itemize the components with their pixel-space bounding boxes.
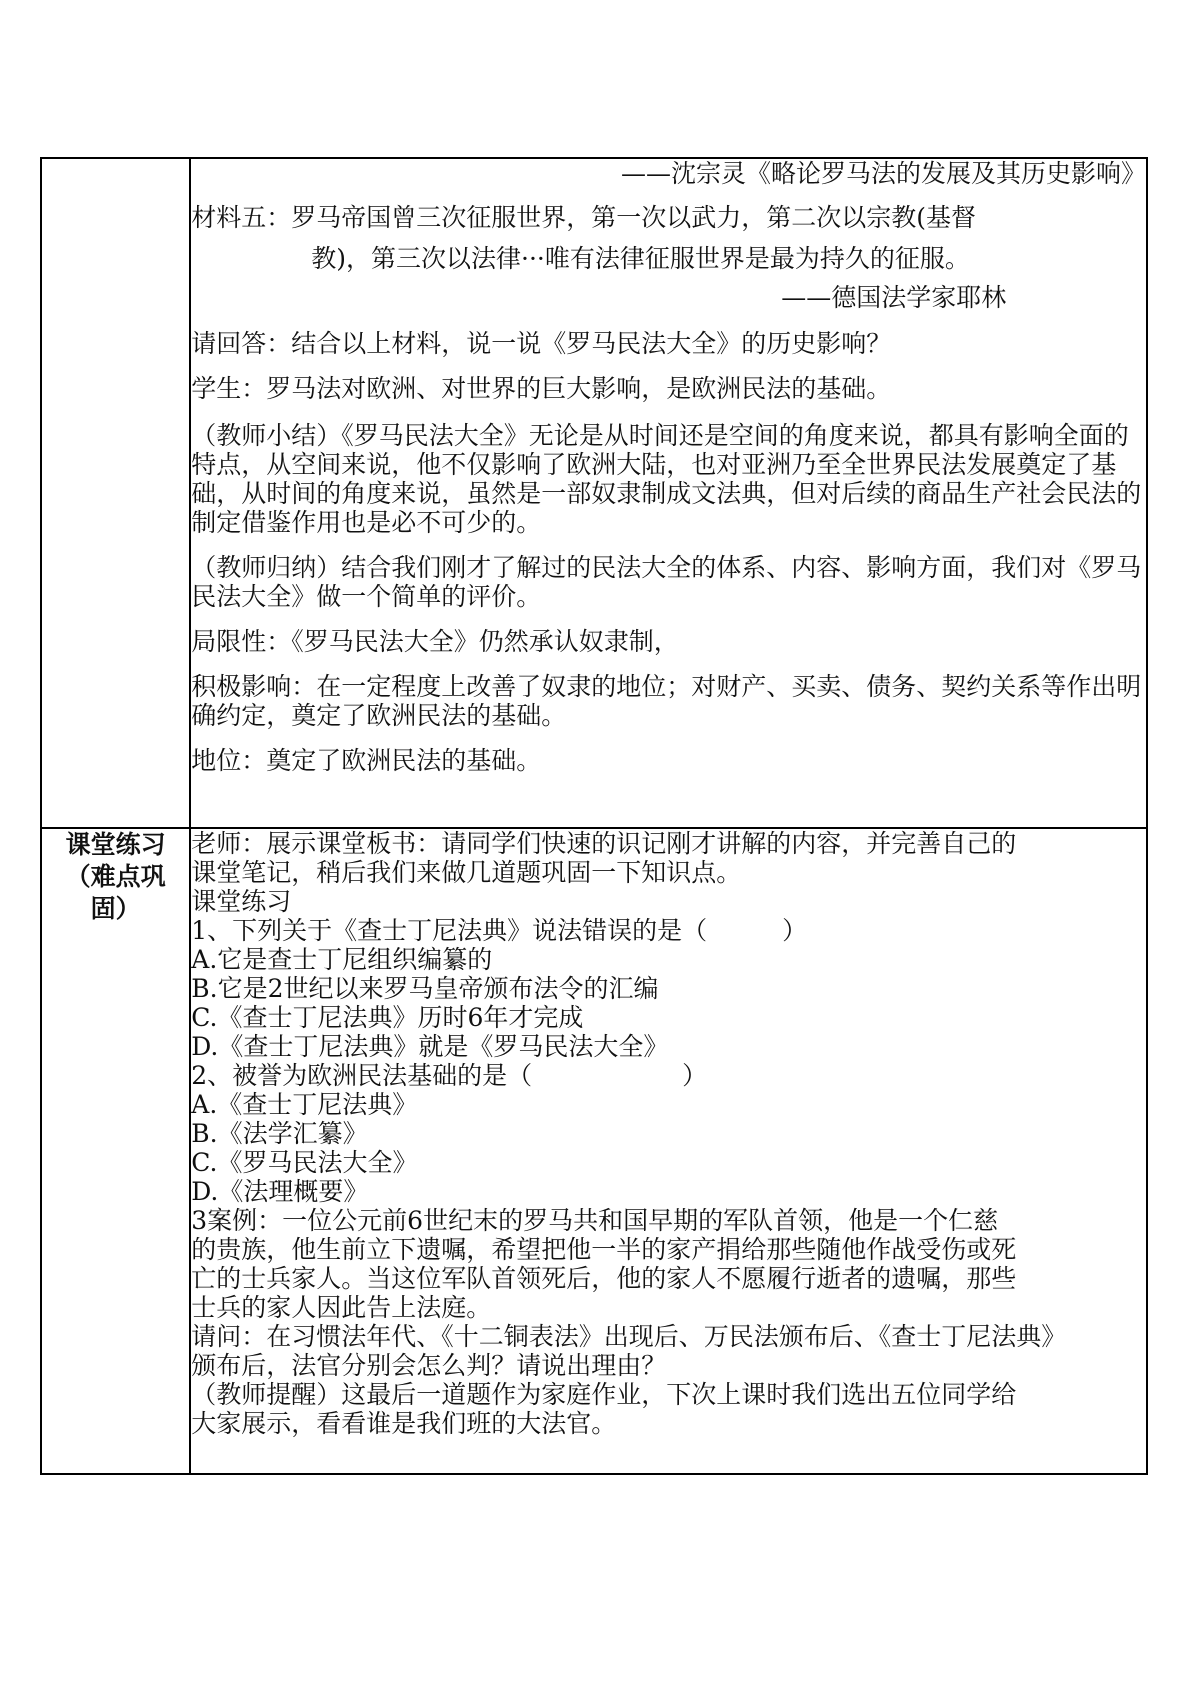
material-five-line2: 教)，第三次以法律···唯有法律征服世界是最为持久的征服。 [311,244,970,273]
source-citation-shen: ——沈宗灵《略论罗马法的发展及其历史影响》 [620,159,1146,188]
section-label-cell-empty [41,158,190,828]
option-a: A.它是查士丁尼组织编纂的 [191,945,493,974]
exercise-cell [190,828,1147,1474]
student-answer: 学生：罗马法对欧洲、对世界的巨大影响，是欧洲民法的基础。 [191,374,892,403]
option-b: B.《法学汇纂》 [191,1119,368,1148]
table-row-classroom-exercise [41,828,1147,1474]
positive-impact-text: 积极影响：在一定程度上改善了奴隶的地位；对财产、买卖、债务、契约关系等作出明确约定，奠定了欧洲民法的基础。 [191,672,1142,730]
case-question-line: 颁布后，法官分别会怎么判？请说出理由？ [191,1351,667,1380]
case-line: 3案例：一位公元前6世纪末的罗马共和国早期的军队首领，他是一个仁慈 [191,1206,999,1235]
exercise-line: 老师：展示课堂板书：请同学们快速的识记刚才讲解的内容，并完善自己的 [191,829,1017,858]
option-d: D.《法理概要》 [191,1177,369,1206]
source-citation-jhering: ——德国法学家耶林 [781,283,1007,312]
option-a: A.《查士丁尼法典》 [191,1090,418,1119]
status-text: 地位：奠定了欧洲民法的基础。 [191,746,542,775]
lesson-table [40,157,1148,1475]
table-row-historical-impact [41,158,1147,828]
option-d: D.《查士丁尼法典》就是《罗马民法大全》 [191,1032,669,1061]
limitation-text: 局限性：《罗马民法大全》仍然承认奴隶制， [191,627,679,656]
case-line: 亡的士兵家人。当这位军队首领死后，他的家人不愿履行逝者的遗嘱，那些 [191,1264,1017,1293]
teacher-reminder-line: （教师提醒）这最后一道题作为家庭作业，下次上课时我们选出五位同学给 [191,1380,1017,1409]
question-text: 请回答：结合以上材料，说一说《罗马民法大全》的历史影响？ [191,329,892,358]
case-question-line: 请问：在习惯法年代、《十二铜表法》出现后、万民法颁布后、《查士丁尼法典》 [191,1322,1067,1351]
material-five-line1: 材料五：罗马帝国曾三次征服世界，第一次以武力，第二次以宗教(基督 [191,203,977,232]
option-b: B.它是2世纪以来罗马皇帝颁布法令的汇编 [191,974,659,1003]
option-c: C.《查士丁尼法典》历时6年才完成 [191,1003,584,1032]
historical-impact-cell [190,158,1147,828]
option-c: C.《罗马民法大全》 [191,1148,418,1177]
teacher-induction: （教师归纳）结合我们刚才了解过的民法大全的体系、内容、影响方面，我们对《罗马民法大全》做一个简单的评价。 [191,553,1142,611]
section-label-cell [41,828,190,1474]
question-1: 1、下列关于《查士丁尼法典》说法错误的是（ ） [191,916,808,945]
question-2: 2、被誉为欧洲民法基础的是（ ） [191,1061,708,1090]
teacher-summary: （教师小结）《罗马民法大全》无论是从时间还是空间的角度来说，都具有影响全面的特点，从空间来说，他不仅影响了欧洲大陆，也对亚洲乃至全世界民法发展奠定了基础，从时间的角度来说，虽然是一部奴隶制成文法典，但对后续的商品生产社会民法的制定借鉴作用也是必不可少的。 [191,421,1142,537]
case-line: 的贵族，他生前立下遗嘱，希望把他一半的家产捐给那些随他作战受伤或死 [191,1235,1017,1264]
exercise-line: 课堂笔记，稍后我们来做几道题巩固一下知识点。 [191,858,742,887]
case-line: 士兵的家人因此告上法庭。 [191,1293,492,1322]
section-label: 课堂练习（难点巩固） [65,830,166,923]
teacher-reminder-line: 大家展示，看看谁是我们班的大法官。 [191,1409,617,1438]
exercise-heading: 课堂练习 [191,887,292,916]
